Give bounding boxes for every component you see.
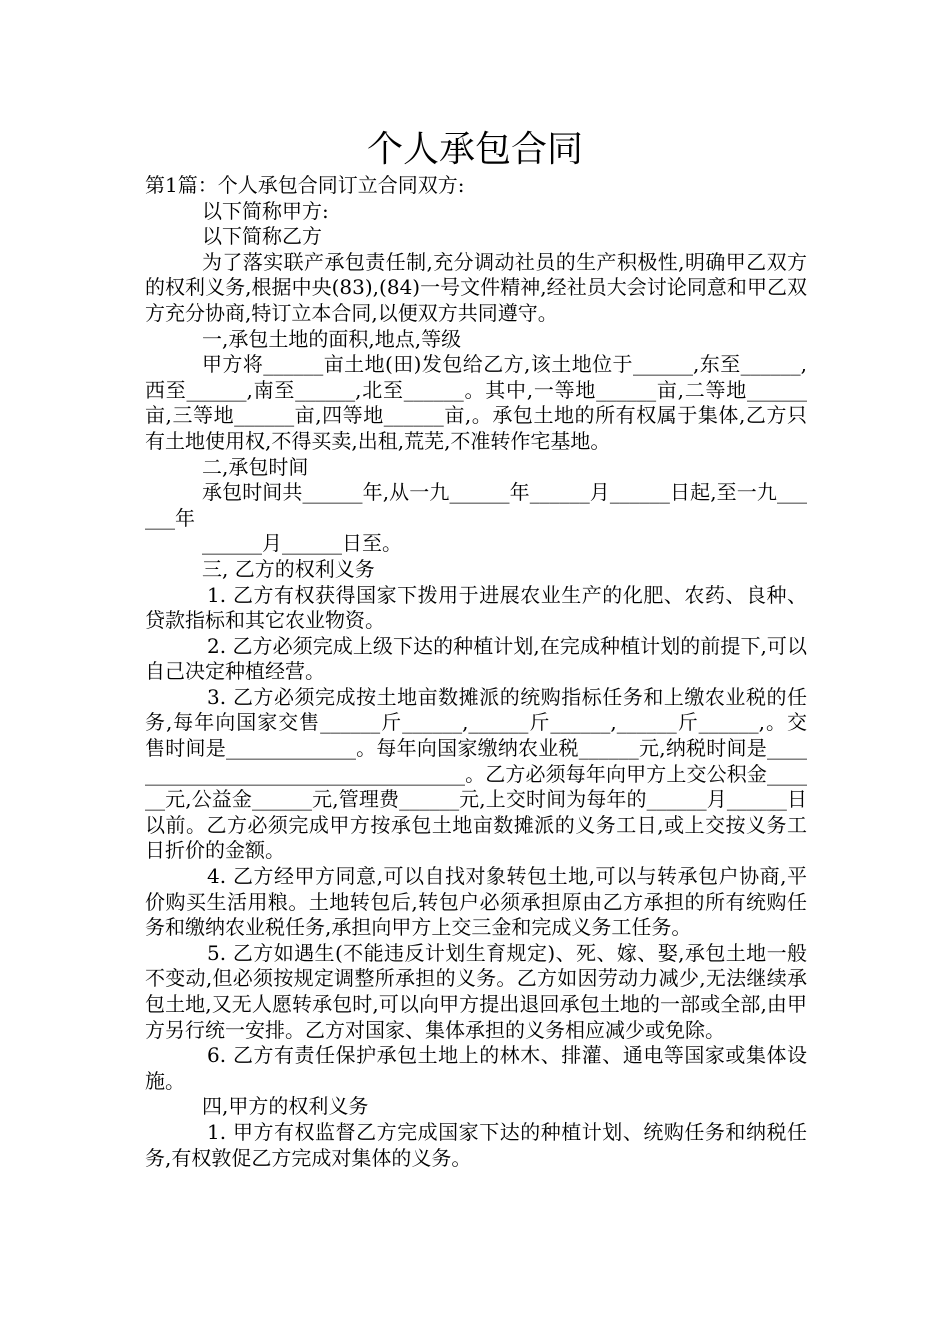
paragraph-p18: 1. 甲方有权监督乙方完成国家下达的种植计划、统购任务和纳税任务,有权敦促乙方完成对集体的义务。 <box>145 1119 807 1170</box>
paragraph-p12: 2. 乙方必须完成上级下达的种植计划,在完成种植计划的前提下,可以自己决定种植经营。 <box>145 633 807 684</box>
paragraph-p9: ______月______日至。 <box>202 531 402 556</box>
paragraph-p11: 1. 乙方有权获得国家下拨用于进展农业生产的化肥、农药、良种、贷款指标和其它农业物资。 <box>145 582 807 633</box>
paragraph-p2: 以下简称甲方: <box>202 198 329 223</box>
paragraph-p10: 三, 乙方的权利义务 <box>202 556 375 581</box>
document-title: 个人承包合同 <box>366 129 583 170</box>
paragraph-p5: 一,承包土地的面积,地点,等级 <box>202 326 462 351</box>
document-body <box>145 173 807 1171</box>
paragraph-p1: 第1篇：个人承包合同订立合同双方: <box>145 173 465 197</box>
paragraph-p6: 甲方将______亩土地(田)发包给乙方,该土地位于______,东至______,西至______,南至______,北至______。其中,一等地______亩,二等地______亩,三等地______亩,四等地______亩,。承包土地的所有权属于集体,乙方只有土地使用权,不得买卖,出租,荒芜,不准转作宅基地。 <box>145 352 807 453</box>
paragraph-p17: 四,甲方的权利义务 <box>202 1094 369 1119</box>
paragraph-p15: 5. 乙方如遇生(不能违反计划生育规定)、死、嫁、娶,承包土地一般不变动,但必须按规定调整所承担的义务。乙方如因劳动力减少,无法继续承包土地,又无人愿转承包时,可以向甲方提出退回承包土地的一部或全部,由甲方另行统一安排。乙方对国家、集体承担的义务相应减少或免除。 <box>145 940 807 1042</box>
paragraph-p7: 二,承包时间 <box>202 454 309 479</box>
paragraph-p13: 3. 乙方必须完成按土地亩数摊派的统购指标任务和上缴农业税的任务,每年向国家交售______斤______,______斤______,______斤______,。交售时间是_____________。每年向国家缴纳农业税______元,纳税时间是____________________________________。乙方必须每年向甲方上交公积金______元,公益金______元,管理费______元,上交时间为每年的______月______日以前。乙方必须完成甲方按承包土地亩数摊派的义务工日,或上交按义务工日折价的金额。 <box>145 684 807 863</box>
paragraph-p3: 以下简称乙方 <box>202 224 322 249</box>
paragraph-p8: 承包时间共______年,从一九______年______月______日起,至一九______年 <box>145 480 807 530</box>
paragraph-p4: 为了落实联产承包责任制,充分调动社员的生产积极性,明确甲乙双方的权利义务,根据中央(83),(84)一号文件精神,经社员大会讨论同意和甲乙双方充分协商,特订立本合同,以便双方共同遵守。 <box>145 249 807 325</box>
paragraph-p14: 4. 乙方经甲方同意,可以自找对象转包土地,可以与转承包户协商,平价购买生活用粮。土地转包后,转包户必须承担原由乙方承担的所有统购任务和缴纳农业税任务,承担向甲方上交三金和完成义务工任务。 <box>145 864 807 940</box>
paragraph-p16: 6. 乙方有责任保护承包土地上的林木、排灌、通电等国家或集体设施。 <box>145 1043 807 1093</box>
